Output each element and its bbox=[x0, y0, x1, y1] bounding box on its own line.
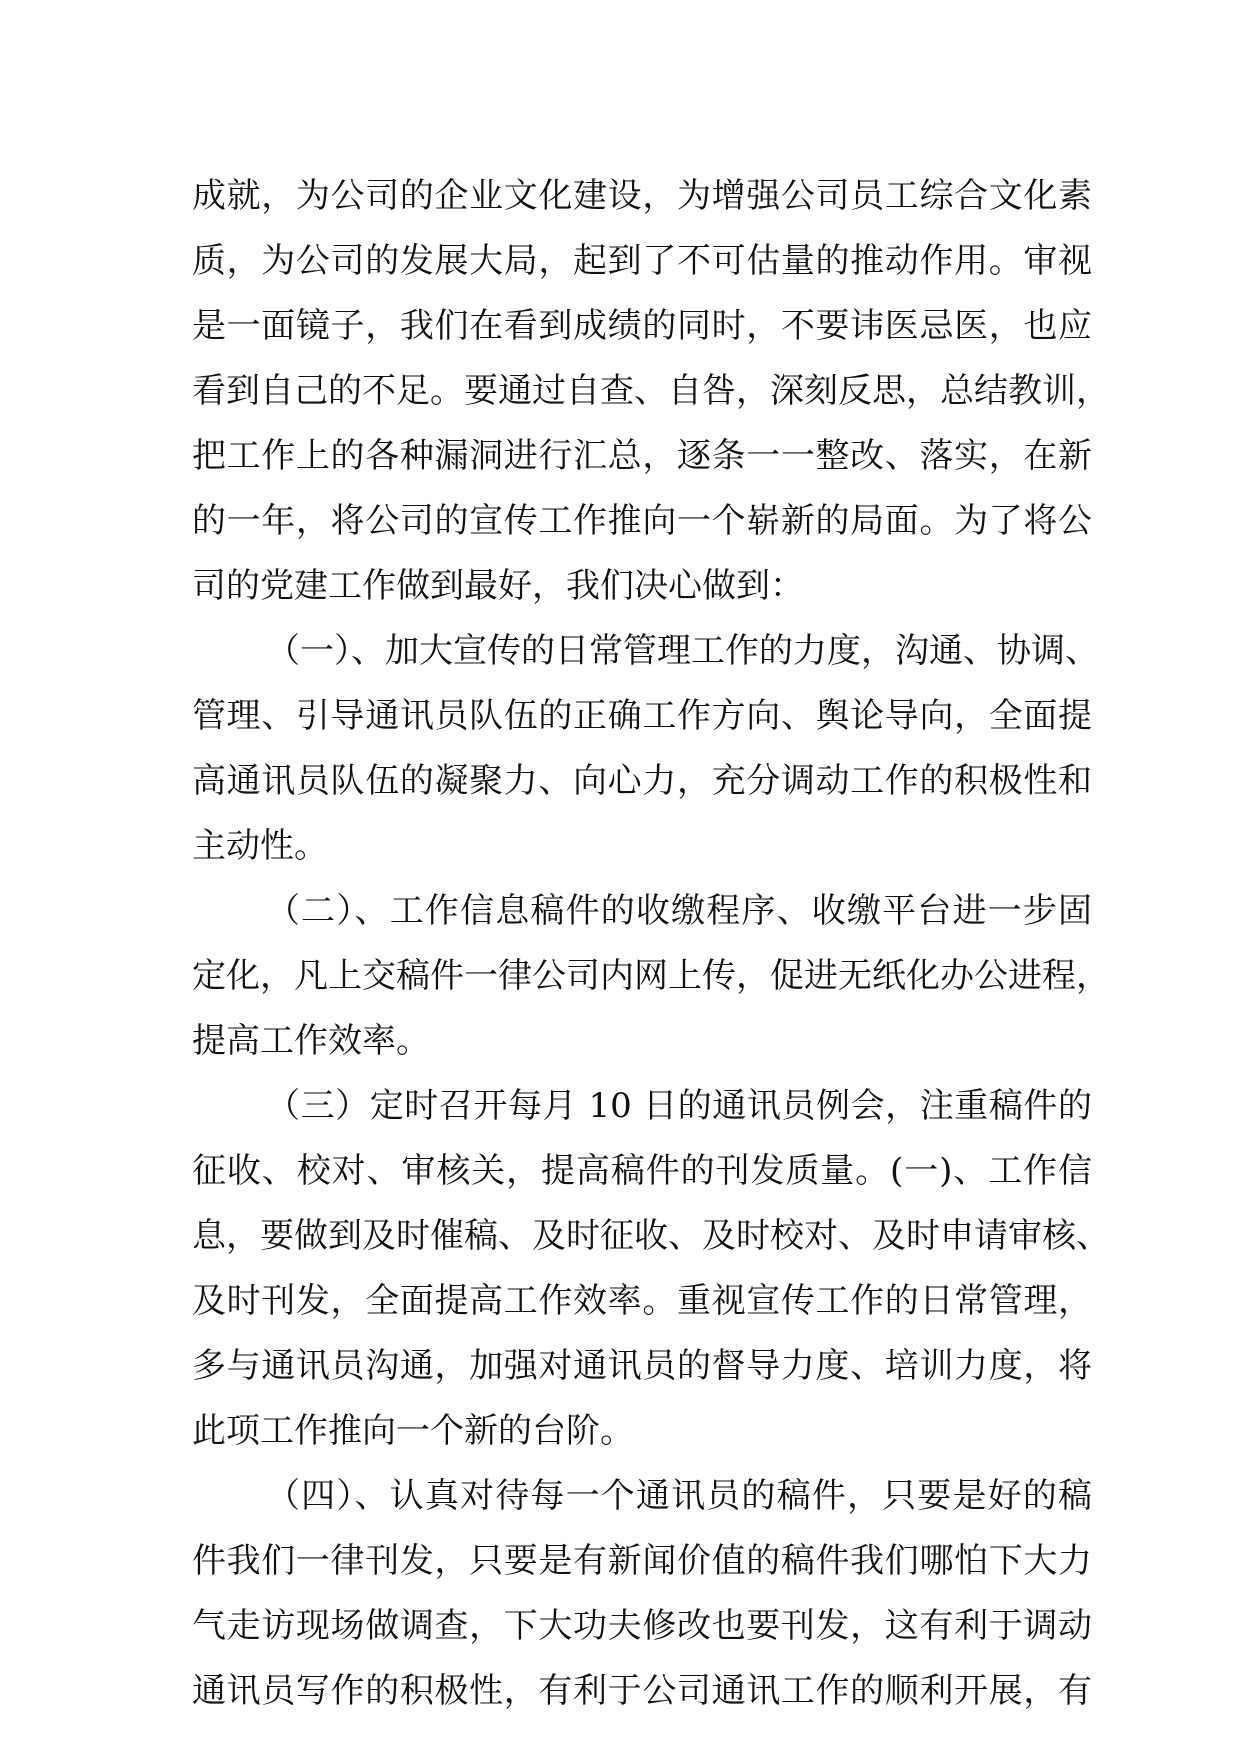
text-line: 定化，凡上交稿件一律公司内网上传，促进无纸化办公进程， bbox=[192, 956, 1110, 996]
paragraph bbox=[192, 879, 1110, 1074]
text-line: 多与通讯员沟通，加强对通讯员的督导力度、培训力度，将 bbox=[192, 1346, 1092, 1386]
paragraph bbox=[192, 1464, 1092, 1724]
text-line: 把工作上的各种漏洞进行汇总，逐条一一整改、落实，在新 bbox=[192, 436, 1092, 476]
paragraph bbox=[192, 164, 1110, 619]
text-line: 及时刊发，全面提高工作效率。重视宣传工作的日常管理， bbox=[192, 1281, 1092, 1321]
paragraph bbox=[192, 1074, 1110, 1464]
text-line: 司的党建工作做到最好，我们决心做到： bbox=[192, 566, 804, 606]
text-line: 主动性。 bbox=[192, 826, 328, 866]
document-body bbox=[192, 164, 1110, 1724]
text-line: 成就，为公司的企业文化建设，为增强公司员工综合文化素 bbox=[192, 176, 1092, 216]
text-line: 息，要做到及时催稿、及时征收、及时校对、及时申请审核、 bbox=[192, 1216, 1110, 1256]
paragraph bbox=[192, 619, 1099, 879]
text-line: 是一面镜子，我们在看到成绩的同时，不要讳医忌医，也应 bbox=[192, 306, 1092, 346]
text-line: 管理、引导通讯员队伍的正确工作方向、舆论导向，全面提 bbox=[192, 696, 1092, 736]
text-line: 质，为公司的发展大局，起到了不可估量的推动作用。审视 bbox=[192, 241, 1092, 281]
text-line: 件我们一律刊发，只要是有新闻价值的稿件我们哪怕下大力 bbox=[192, 1541, 1092, 1581]
text-line: 此项工作推向一个新的台阶。 bbox=[192, 1411, 634, 1451]
text-line: （三）定时召开每月 10 日的通讯员例会，注重稿件的 bbox=[266, 1086, 1092, 1126]
text-line: 高通讯员队伍的凝聚力、向心力，充分调动工作的积极性和 bbox=[192, 761, 1092, 801]
text-line: 提高工作效率。 bbox=[192, 1021, 430, 1061]
text-line: 通讯员写作的积极性，有利于公司通讯工作的顺利开展，有 bbox=[192, 1671, 1092, 1711]
text-line: 征收、校对、审核关，提高稿件的刊发质量。(一)、工作信 bbox=[192, 1151, 1092, 1191]
text-line: （二）、工作信息稿件的收缴程序、收缴平台进一步固 bbox=[266, 891, 1092, 931]
text-line: （四）、认真对待每一个通讯员的稿件，只要是好的稿 bbox=[266, 1476, 1092, 1516]
text-line: 的一年，将公司的宣传工作推向一个崭新的局面。为了将公 bbox=[192, 501, 1092, 541]
text-line: 气走访现场做调查，下大功夫修改也要刊发，这有利于调动 bbox=[192, 1606, 1092, 1646]
text-line: 看到自己的不足。要通过自查、自咎，深刻反思，总结教训， bbox=[192, 371, 1110, 411]
text-line: （一）、加大宣传的日常管理工作的力度，沟通、协调、 bbox=[266, 631, 1099, 671]
